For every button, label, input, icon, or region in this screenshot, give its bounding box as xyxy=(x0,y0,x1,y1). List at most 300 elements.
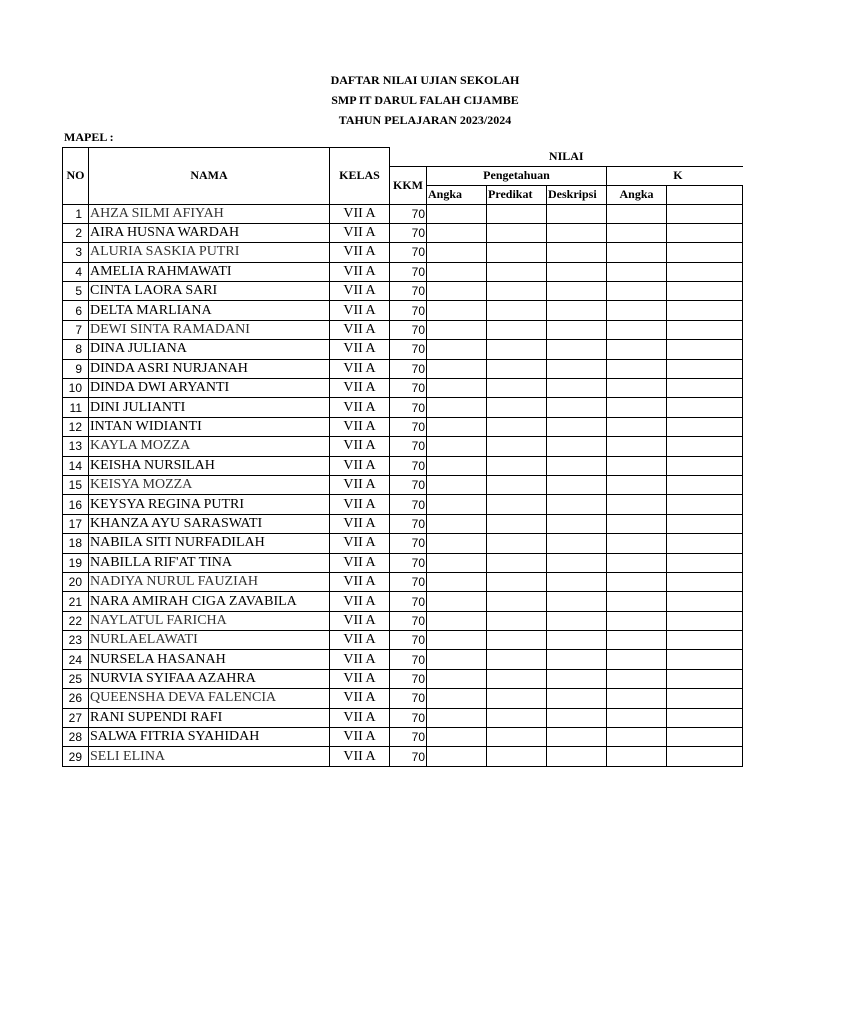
header-kkm: KKM xyxy=(390,166,427,204)
grade-cell[interactable] xyxy=(607,495,667,514)
student-kelas: VII A xyxy=(330,572,390,591)
student-name: KAYLA MOZZA xyxy=(89,437,330,456)
grade-cell[interactable] xyxy=(667,282,743,301)
student-no: 3 xyxy=(63,243,89,262)
student-name: QUEENSHA DEVA FALENCIA xyxy=(89,689,330,708)
grade-cell[interactable] xyxy=(667,223,743,242)
student-no: 28 xyxy=(63,728,89,747)
header-nama: NAMA xyxy=(89,148,330,205)
student-no: 18 xyxy=(63,534,89,553)
grade-cell[interactable] xyxy=(427,592,487,611)
student-kkm: 70 xyxy=(390,708,427,727)
grade-cell[interactable] xyxy=(547,417,607,436)
student-kelas: VII A xyxy=(330,514,390,533)
grade-cell[interactable] xyxy=(547,301,607,320)
student-kelas: VII A xyxy=(330,708,390,727)
grade-cell[interactable] xyxy=(547,495,607,514)
document-title-block xyxy=(0,70,850,130)
header-keterampilan: K xyxy=(607,166,743,185)
grade-cell[interactable] xyxy=(427,379,487,398)
student-kkm: 70 xyxy=(390,359,427,378)
student-name: NAYLATUL FARICHA xyxy=(89,611,330,630)
grade-cell[interactable] xyxy=(667,669,743,688)
grade-cell[interactable] xyxy=(667,631,743,650)
mapel-label: MAPEL : xyxy=(64,130,114,144)
student-name: NABILA SITI NURFADILAH xyxy=(89,534,330,553)
grade-cell[interactable] xyxy=(487,495,547,514)
grade-cell[interactable] xyxy=(487,204,547,223)
student-kkm: 70 xyxy=(390,475,427,494)
grade-cell[interactable] xyxy=(487,514,547,533)
student-no: 22 xyxy=(63,611,89,630)
table-row xyxy=(63,456,743,475)
grade-cell[interactable] xyxy=(487,553,547,572)
grade-cell[interactable] xyxy=(547,592,607,611)
student-kkm: 70 xyxy=(390,611,427,630)
grade-cell[interactable] xyxy=(487,534,547,553)
table-row xyxy=(63,282,743,301)
grade-cell[interactable] xyxy=(667,650,743,669)
header-predikat: Predikat xyxy=(487,185,547,204)
grade-cell[interactable] xyxy=(547,282,607,301)
student-name: KEYSYA REGINA PUTRI xyxy=(89,495,330,514)
grade-cell[interactable] xyxy=(547,243,607,262)
student-kkm: 70 xyxy=(390,514,427,533)
student-kelas: VII A xyxy=(330,417,390,436)
grade-cell[interactable] xyxy=(667,592,743,611)
student-kelas: VII A xyxy=(330,340,390,359)
grade-cell[interactable] xyxy=(607,223,667,242)
grade-cell[interactable] xyxy=(607,243,667,262)
grade-cell[interactable] xyxy=(667,262,743,281)
grade-cell[interactable] xyxy=(427,437,487,456)
grade-cell[interactable] xyxy=(427,650,487,669)
table-row xyxy=(63,320,743,339)
student-kelas: VII A xyxy=(330,495,390,514)
title-line-2: SMP IT DARUL FALAH CIJAMBE xyxy=(331,93,519,107)
student-name: SALWA FITRIA SYAHIDAH xyxy=(89,728,330,747)
student-kkm: 70 xyxy=(390,301,427,320)
grade-cell[interactable] xyxy=(607,747,667,766)
student-kkm: 70 xyxy=(390,417,427,436)
grade-cell[interactable] xyxy=(607,282,667,301)
grade-cell[interactable] xyxy=(667,708,743,727)
grade-cell[interactable] xyxy=(667,359,743,378)
grade-cell[interactable] xyxy=(487,359,547,378)
grade-cell[interactable] xyxy=(487,417,547,436)
grade-cell[interactable] xyxy=(547,728,607,747)
student-kkm: 70 xyxy=(390,398,427,417)
student-no: 1 xyxy=(63,204,89,223)
student-kelas: VII A xyxy=(330,689,390,708)
student-no: 6 xyxy=(63,301,89,320)
grade-cell[interactable] xyxy=(487,320,547,339)
grade-cell[interactable] xyxy=(487,611,547,630)
student-name: NURSELA HASANAH xyxy=(89,650,330,669)
student-no: 8 xyxy=(63,340,89,359)
table-row xyxy=(63,534,743,553)
grade-cell[interactable] xyxy=(487,572,547,591)
grade-cell[interactable] xyxy=(427,572,487,591)
grade-cell[interactable] xyxy=(487,669,547,688)
student-name: KEISYA MOZZA xyxy=(89,475,330,494)
student-no: 5 xyxy=(63,282,89,301)
student-name: NURLAELAWATI xyxy=(89,631,330,650)
grade-cell[interactable] xyxy=(667,728,743,747)
student-kkm: 70 xyxy=(390,689,427,708)
grade-cell[interactable] xyxy=(607,708,667,727)
student-kkm: 70 xyxy=(390,534,427,553)
grade-cell[interactable] xyxy=(427,456,487,475)
student-kkm: 70 xyxy=(390,320,427,339)
student-name: DELTA MARLIANA xyxy=(89,301,330,320)
grade-cell[interactable] xyxy=(547,379,607,398)
grade-cell[interactable] xyxy=(667,572,743,591)
grade-cell[interactable] xyxy=(607,611,667,630)
student-kelas: VII A xyxy=(330,282,390,301)
table-row xyxy=(63,495,743,514)
grade-cell[interactable] xyxy=(487,592,547,611)
grade-cell[interactable] xyxy=(487,708,547,727)
student-no: 2 xyxy=(63,223,89,242)
grade-cell[interactable] xyxy=(427,359,487,378)
grade-cell[interactable] xyxy=(487,631,547,650)
grade-cell[interactable] xyxy=(667,475,743,494)
grade-cell[interactable] xyxy=(607,514,667,533)
student-name: DINDA DWI ARYANTI xyxy=(89,379,330,398)
table-row xyxy=(63,592,743,611)
table-row xyxy=(63,340,743,359)
header-nilai: NILAI xyxy=(390,148,743,167)
grade-cell[interactable] xyxy=(427,495,487,514)
grade-cell[interactable] xyxy=(427,747,487,766)
table-row xyxy=(63,301,743,320)
student-kkm: 70 xyxy=(390,262,427,281)
student-name: RANI SUPENDI RAFI xyxy=(89,708,330,727)
student-no: 26 xyxy=(63,689,89,708)
grade-cell[interactable] xyxy=(547,204,607,223)
grade-cell[interactable] xyxy=(547,553,607,572)
student-name: DINDA ASRI NURJANAH xyxy=(89,359,330,378)
student-kkm: 70 xyxy=(390,437,427,456)
student-kkm: 70 xyxy=(390,456,427,475)
grade-cell[interactable] xyxy=(667,553,743,572)
table-row xyxy=(63,398,743,417)
grade-cell[interactable] xyxy=(607,534,667,553)
table-row xyxy=(63,514,743,533)
grade-cell[interactable] xyxy=(427,301,487,320)
grade-cell[interactable] xyxy=(547,456,607,475)
grade-cell[interactable] xyxy=(427,204,487,223)
grade-cell[interactable] xyxy=(547,359,607,378)
grade-cell[interactable] xyxy=(607,359,667,378)
grade-cell[interactable] xyxy=(607,669,667,688)
table-row xyxy=(63,611,743,630)
student-kelas: VII A xyxy=(330,379,390,398)
grade-cell[interactable] xyxy=(607,631,667,650)
table-row xyxy=(63,572,743,591)
student-kelas: VII A xyxy=(330,553,390,572)
grade-cell[interactable] xyxy=(547,747,607,766)
grade-cell[interactable] xyxy=(427,340,487,359)
student-no: 10 xyxy=(63,379,89,398)
student-name: AHZA SILMI AFIYAH xyxy=(89,204,330,223)
grade-cell[interactable] xyxy=(427,728,487,747)
grade-cell[interactable] xyxy=(427,534,487,553)
grade-cell[interactable] xyxy=(607,417,667,436)
grade-cell[interactable] xyxy=(427,262,487,281)
title-line-3: TAHUN PELAJARAN 2023/2024 xyxy=(338,113,512,127)
student-kkm: 70 xyxy=(390,243,427,262)
grade-cell[interactable] xyxy=(667,689,743,708)
grade-cell[interactable] xyxy=(427,223,487,242)
student-kkm: 70 xyxy=(390,747,427,766)
student-name: INTAN WIDIANTI xyxy=(89,417,330,436)
student-name: KHANZA AYU SARASWATI xyxy=(89,514,330,533)
table-row xyxy=(63,223,743,242)
grade-cell[interactable] xyxy=(607,262,667,281)
student-no: 11 xyxy=(63,398,89,417)
header-angka: Angka xyxy=(427,185,487,204)
grade-cell[interactable] xyxy=(487,747,547,766)
grade-cell[interactable] xyxy=(547,475,607,494)
grade-cell[interactable] xyxy=(607,728,667,747)
student-no: 14 xyxy=(63,456,89,475)
grade-cell[interactable] xyxy=(547,398,607,417)
grade-cell[interactable] xyxy=(427,475,487,494)
grade-cell[interactable] xyxy=(547,669,607,688)
grade-cell[interactable] xyxy=(427,708,487,727)
grade-cell[interactable] xyxy=(667,514,743,533)
grade-cell[interactable] xyxy=(667,379,743,398)
student-kelas: VII A xyxy=(330,475,390,494)
student-kkm: 70 xyxy=(390,379,427,398)
student-kelas: VII A xyxy=(330,204,390,223)
header-angka-2: Angka xyxy=(607,185,667,204)
grade-cell[interactable] xyxy=(607,650,667,669)
table-row xyxy=(63,359,743,378)
table-row xyxy=(63,728,743,747)
grade-cell[interactable] xyxy=(667,456,743,475)
grade-cell[interactable] xyxy=(547,650,607,669)
grade-cell[interactable] xyxy=(607,553,667,572)
table-row xyxy=(63,417,743,436)
grade-cell[interactable] xyxy=(667,611,743,630)
table-row xyxy=(63,437,743,456)
student-kelas: VII A xyxy=(330,728,390,747)
grade-cell[interactable] xyxy=(667,320,743,339)
student-kelas: VII A xyxy=(330,243,390,262)
grade-cell[interactable] xyxy=(607,437,667,456)
student-kkm: 70 xyxy=(390,650,427,669)
student-kkm: 70 xyxy=(390,223,427,242)
grade-sheet xyxy=(62,147,683,777)
student-kelas: VII A xyxy=(330,301,390,320)
student-name: NURVIA SYIFAA AZAHRA xyxy=(89,669,330,688)
grade-cell[interactable] xyxy=(427,553,487,572)
grade-cell[interactable] xyxy=(607,592,667,611)
student-kelas: VII A xyxy=(330,534,390,553)
student-kkm: 70 xyxy=(390,282,427,301)
grade-cell[interactable] xyxy=(607,456,667,475)
student-no: 4 xyxy=(63,262,89,281)
student-no: 29 xyxy=(63,747,89,766)
student-name: AMELIA RAHMAWATI xyxy=(89,262,330,281)
grade-table xyxy=(62,147,743,767)
grade-cell[interactable] xyxy=(487,475,547,494)
student-kelas: VII A xyxy=(330,669,390,688)
student-no: 23 xyxy=(63,631,89,650)
grade-cell[interactable] xyxy=(427,282,487,301)
grade-cell[interactable] xyxy=(427,398,487,417)
student-kelas: VII A xyxy=(330,398,390,417)
grade-cell[interactable] xyxy=(667,398,743,417)
grade-cell[interactable] xyxy=(667,437,743,456)
grade-cell[interactable] xyxy=(607,301,667,320)
student-kkm: 70 xyxy=(390,204,427,223)
grade-cell[interactable] xyxy=(487,728,547,747)
table-row xyxy=(63,243,743,262)
student-name: DINI JULIANTI xyxy=(89,398,330,417)
grade-cell[interactable] xyxy=(667,417,743,436)
grade-cell[interactable] xyxy=(667,301,743,320)
grade-cell[interactable] xyxy=(547,340,607,359)
student-no: 25 xyxy=(63,669,89,688)
header-pengetahuan: Pengetahuan xyxy=(427,166,607,185)
grade-cell[interactable] xyxy=(427,611,487,630)
grade-cell[interactable] xyxy=(607,475,667,494)
student-name: NADIYA NURUL FAUZIAH xyxy=(89,572,330,591)
grade-cell[interactable] xyxy=(427,417,487,436)
student-kelas: VII A xyxy=(330,611,390,630)
grade-cell[interactable] xyxy=(547,708,607,727)
header-deskripsi: Deskripsi xyxy=(547,185,607,204)
grade-cell[interactable] xyxy=(667,204,743,223)
table-row xyxy=(63,204,743,223)
grade-cell[interactable] xyxy=(547,437,607,456)
grade-cell[interactable] xyxy=(487,223,547,242)
student-no: 12 xyxy=(63,417,89,436)
header-no: NO xyxy=(63,148,89,205)
student-name: DEWI SINTA RAMADANI xyxy=(89,320,330,339)
title-line-1: DAFTAR NILAI UJIAN SEKOLAH xyxy=(330,73,520,87)
student-no: 19 xyxy=(63,553,89,572)
student-kelas: VII A xyxy=(330,631,390,650)
header-kelas: KELAS xyxy=(330,148,390,205)
grade-cell[interactable] xyxy=(547,514,607,533)
student-no: 27 xyxy=(63,708,89,727)
grade-cell[interactable] xyxy=(487,379,547,398)
grade-cell[interactable] xyxy=(487,398,547,417)
grade-cell[interactable] xyxy=(547,631,607,650)
grade-cell[interactable] xyxy=(667,340,743,359)
student-no: 20 xyxy=(63,572,89,591)
student-no: 17 xyxy=(63,514,89,533)
grade-cell[interactable] xyxy=(547,223,607,242)
grade-cell[interactable] xyxy=(427,514,487,533)
table-row xyxy=(63,689,743,708)
student-kkm: 70 xyxy=(390,669,427,688)
grade-cell[interactable] xyxy=(607,204,667,223)
student-name: CINTA LAORA SARI xyxy=(89,282,330,301)
grade-cell[interactable] xyxy=(607,572,667,591)
student-name: ALURIA SASKIA PUTRI xyxy=(89,243,330,262)
student-kelas: VII A xyxy=(330,320,390,339)
student-no: 9 xyxy=(63,359,89,378)
student-kkm: 70 xyxy=(390,553,427,572)
student-kkm: 70 xyxy=(390,592,427,611)
student-kelas: VII A xyxy=(330,262,390,281)
grade-cell[interactable] xyxy=(547,320,607,339)
student-name: SELI ELINA xyxy=(89,747,330,766)
grade-cell[interactable] xyxy=(427,631,487,650)
grade-cell[interactable] xyxy=(487,456,547,475)
student-no: 16 xyxy=(63,495,89,514)
student-name: NABILLA RIF'AT TINA xyxy=(89,553,330,572)
grade-cell[interactable] xyxy=(487,243,547,262)
grade-cell[interactable] xyxy=(487,301,547,320)
table-row xyxy=(63,650,743,669)
header-blank xyxy=(667,185,743,204)
student-kkm: 70 xyxy=(390,631,427,650)
student-kelas: VII A xyxy=(330,223,390,242)
student-rows xyxy=(63,204,743,766)
grade-cell[interactable] xyxy=(547,611,607,630)
grade-cell[interactable] xyxy=(607,340,667,359)
grade-cell[interactable] xyxy=(547,534,607,553)
student-kelas: VII A xyxy=(330,747,390,766)
grade-cell[interactable] xyxy=(487,262,547,281)
grade-cell[interactable] xyxy=(667,495,743,514)
student-kelas: VII A xyxy=(330,456,390,475)
grade-cell[interactable] xyxy=(547,572,607,591)
student-kelas: VII A xyxy=(330,650,390,669)
grade-cell[interactable] xyxy=(547,262,607,281)
table-row xyxy=(63,553,743,572)
table-row xyxy=(63,747,743,766)
grade-cell[interactable] xyxy=(487,437,547,456)
student-no: 7 xyxy=(63,320,89,339)
grade-cell[interactable] xyxy=(427,320,487,339)
grade-cell[interactable] xyxy=(487,340,547,359)
grade-cell[interactable] xyxy=(667,534,743,553)
student-no: 21 xyxy=(63,592,89,611)
grade-cell[interactable] xyxy=(427,669,487,688)
grade-cell[interactable] xyxy=(427,243,487,262)
student-name: DINA JULIANA xyxy=(89,340,330,359)
student-kkm: 70 xyxy=(390,495,427,514)
grade-cell[interactable] xyxy=(487,650,547,669)
table-row xyxy=(63,379,743,398)
student-kkm: 70 xyxy=(390,728,427,747)
student-name: AIRA HUSNA WARDAH xyxy=(89,223,330,242)
student-name: KEISHA NURSILAH xyxy=(89,456,330,475)
grade-cell[interactable] xyxy=(547,689,607,708)
student-kelas: VII A xyxy=(330,592,390,611)
grade-cell[interactable] xyxy=(667,243,743,262)
table-row xyxy=(63,669,743,688)
grade-cell[interactable] xyxy=(607,379,667,398)
grade-cell[interactable] xyxy=(427,689,487,708)
student-no: 13 xyxy=(63,437,89,456)
grade-cell[interactable] xyxy=(667,747,743,766)
grade-cell[interactable] xyxy=(487,689,547,708)
grade-cell[interactable] xyxy=(607,398,667,417)
grade-cell[interactable] xyxy=(607,320,667,339)
grade-cell[interactable] xyxy=(607,689,667,708)
table-row xyxy=(63,475,743,494)
grade-cell[interactable] xyxy=(487,282,547,301)
